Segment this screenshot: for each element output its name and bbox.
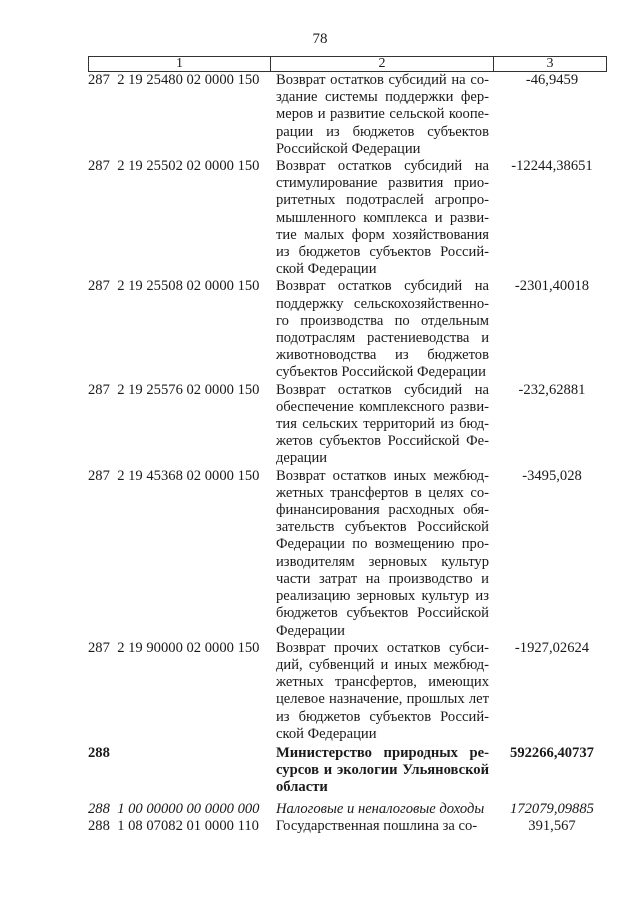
description-line: области <box>276 779 328 796</box>
item-description <box>276 72 489 158</box>
table-row <box>88 640 607 743</box>
table-row <box>88 745 607 797</box>
page-number: 78 <box>312 31 328 47</box>
description-line: Налоговые и неналоговые доходы <box>276 800 485 817</box>
description-line: мышленного комплекса и разви- <box>276 209 489 226</box>
item-description <box>276 801 489 818</box>
budget-code: 287 2 19 25508 02 0000 150 <box>88 278 260 295</box>
amount: -46,9459 <box>525 72 579 88</box>
description-line: бюджетов субъектов Российской <box>276 605 489 622</box>
description-line: тие малых форм хозяйствования <box>276 226 489 243</box>
description-line: го производства по отдельным <box>276 312 489 329</box>
description-line: ритетных подотраслей агропро- <box>276 192 489 209</box>
description-line: сурсов и экологии Ульяновской <box>276 762 489 779</box>
table-row <box>88 72 607 158</box>
amount: -2301,40018 <box>514 278 590 295</box>
description-line: обеспечение комплексного разви- <box>276 398 489 415</box>
amount: -3495,028 <box>522 467 582 484</box>
item-description <box>276 745 489 797</box>
budget-code: 288 1 00 00000 00 0000 000 <box>88 800 260 817</box>
column-header-1: 1 <box>89 57 271 71</box>
table-row <box>88 468 607 640</box>
description-line: зательств субъектов Российской <box>276 519 489 536</box>
item-description <box>276 818 489 835</box>
table-header <box>88 56 607 72</box>
table-row <box>88 278 607 381</box>
description-line: Федерации по возмещению про- <box>276 536 489 553</box>
item-description <box>276 640 489 743</box>
budget-code: 287 2 19 25502 02 0000 150 <box>88 158 260 175</box>
table-row <box>88 158 607 278</box>
description-line: подотраслям растениеводства и <box>276 330 489 347</box>
budget-code: 288 1 08 07082 01 0000 110 <box>88 817 259 834</box>
table-row <box>88 801 607 818</box>
description-line: ской Федерации <box>276 725 377 742</box>
item-description <box>276 382 489 468</box>
amount: 172079,09885 <box>510 800 594 817</box>
amount: -12244,38651 <box>511 158 593 175</box>
item-description <box>276 158 489 278</box>
description-line: меров и развитие сельской коопе- <box>276 106 489 123</box>
description-line: Возврат прочих остатков субси- <box>276 639 489 656</box>
amount: -232,62881 <box>518 381 586 398</box>
description-line: Возврат остатков субсидий на <box>276 278 489 295</box>
column-header-3: 3 <box>546 56 554 71</box>
amount: 592266,40737 <box>510 744 594 761</box>
description-line: Российской Федерации <box>276 140 421 157</box>
description-line: реализацию зерновых культур из <box>276 588 489 605</box>
item-description <box>276 468 489 640</box>
amount: 391,567 <box>528 817 576 834</box>
description-line: тия сельских территорий из бюд- <box>276 416 489 433</box>
description-line: изводителям зерновых культур <box>276 553 489 570</box>
description-line: Возврат остатков субсидий на со- <box>276 72 489 88</box>
description-line: Возврат остатков субсидий на <box>276 158 489 175</box>
budget-code: 287 2 19 25480 02 0000 150 <box>88 72 260 88</box>
budget-code: 287 2 19 45368 02 0000 150 <box>88 467 260 484</box>
description-line: Федерации <box>276 622 345 639</box>
table-row <box>88 382 607 468</box>
description-line: дий, субвенций и иных межбюд- <box>276 656 489 673</box>
description-line: Государственная пошлина за со- <box>276 817 478 834</box>
description-line: жетов субъектов Российской Фе- <box>276 433 489 450</box>
amount: -1927,02624 <box>514 639 590 656</box>
description-line: из бюджетов субъектов Россий- <box>276 708 489 725</box>
description-line: части затрат на производство и <box>276 570 489 587</box>
description-line: животноводства из бюджетов <box>276 347 489 364</box>
description-line: Возврат остатков иных межбюд- <box>276 467 489 484</box>
description-line: целевое назначение, прошлых лет <box>276 691 489 708</box>
budget-code: 287 2 19 90000 02 0000 150 <box>88 639 260 656</box>
description-line: рации из бюджетов субъектов <box>276 123 489 140</box>
item-description <box>276 278 489 381</box>
description-line: финансирования расходных обя- <box>276 502 489 519</box>
column-header-2: 2 <box>271 57 494 71</box>
description-line: ской Федерации <box>276 261 377 278</box>
budget-code: 288 <box>88 744 110 761</box>
description-line: дерации <box>276 450 328 467</box>
description-line: стимулирование развития прио- <box>276 175 489 192</box>
table-row <box>88 818 607 835</box>
description-line: субъектов Российской Федерации <box>276 364 486 381</box>
budget-code: 287 2 19 25576 02 0000 150 <box>88 381 260 398</box>
description-line: Министерство природных ре- <box>276 744 489 761</box>
description-line: здание системы поддержки фер- <box>276 89 489 106</box>
description-line: Возврат остатков субсидий на <box>276 381 489 398</box>
description-line: жетных трансфертов в целях со- <box>276 484 489 501</box>
description-line: жетных трансфертов, имеющих <box>276 674 489 691</box>
description-line: поддержку сельскохозяйственно- <box>276 295 489 312</box>
table-body <box>88 72 607 835</box>
description-line: из бюджетов субъектов Россий- <box>276 244 489 261</box>
